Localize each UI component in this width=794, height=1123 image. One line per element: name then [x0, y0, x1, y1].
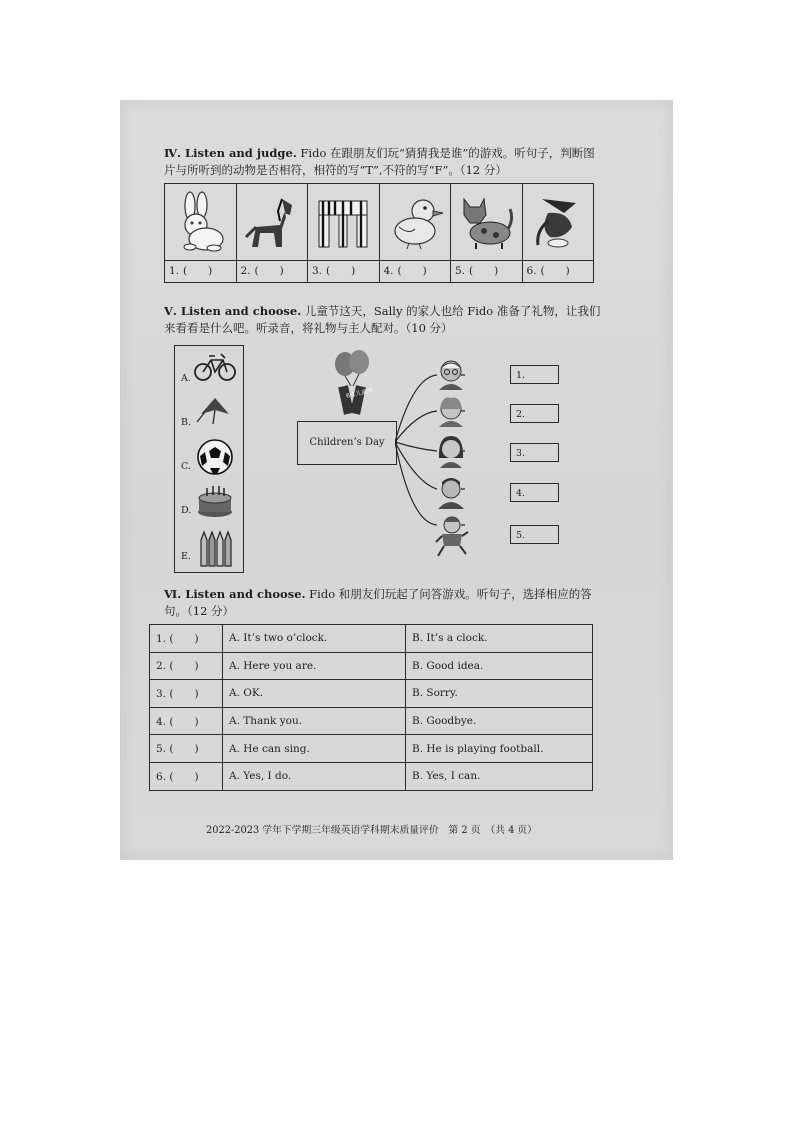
gift-list: [174, 345, 244, 573]
animal-cell-4: [380, 184, 452, 260]
horse-icon: [242, 191, 302, 253]
answer-slot[interactable]: 6. ( ): [150, 762, 223, 790]
zebra-icon: [313, 191, 373, 253]
option-a: A. Here you are.: [223, 652, 406, 680]
father-icon: [436, 475, 466, 509]
option-b: B. Yes, I can.: [406, 762, 593, 790]
gift-a: A.: [179, 348, 239, 388]
match-box-5[interactable]: 5.: [510, 525, 559, 544]
option-a: A. He can sing.: [223, 735, 406, 763]
answer-slot[interactable]: 2. ( ): [150, 652, 223, 680]
answer-cell-6[interactable]: 6. ( ): [526, 265, 570, 277]
duck-icon: [385, 191, 445, 253]
page-footer: 2022-2023 学年下学期三年级英语学科期末质量评价 第 2 页 （共 4 页）: [206, 825, 538, 836]
answer-cell-3[interactable]: 3. ( ): [308, 261, 380, 282]
childrens-day-box: Children’s Day: [297, 421, 397, 465]
match-box-4[interactable]: 4.: [510, 483, 559, 502]
grandpa-icon: [436, 358, 466, 390]
gift-b: B.: [179, 392, 239, 432]
table-row: [150, 735, 593, 763]
option-a: A. OK.: [223, 680, 406, 708]
table-row: [150, 707, 593, 735]
bird-icon: [528, 191, 588, 253]
mother-icon: [436, 434, 466, 468]
rabbit-icon: [170, 191, 230, 253]
answer-slot[interactable]: 3. ( ): [150, 680, 223, 708]
option-b: B. Goodbye.: [406, 707, 593, 735]
section-6-heading: Ⅵ. Listen and choose. Fido 和朋友们玩起了问答游戏。听句子，选择相应的答句。（12 分）: [164, 587, 592, 618]
option-a: A. It’s two o’clock.: [223, 625, 406, 653]
gift-e: E.: [179, 526, 239, 566]
gift-d: D.: [179, 480, 239, 520]
football-icon: [193, 438, 237, 476]
animal-cell-2: [237, 184, 309, 260]
animal-cell-5: [451, 184, 523, 260]
match-box-2[interactable]: 2.: [510, 404, 559, 423]
table-row: [150, 762, 593, 790]
gift-c: C.: [179, 436, 239, 476]
section-5-heading: Ⅴ. Listen and choose. 儿童节这天，Sally 的家人也给 Fido 准备了礼物，让我们来看看是什么吧。听录音，将礼物与主人配对。（10 分）: [164, 304, 601, 335]
option-b: B. Good idea.: [406, 652, 593, 680]
answer-cell-2[interactable]: 2. ( ): [237, 261, 309, 282]
answer-cell-5[interactable]: 5. ( ): [451, 261, 523, 282]
animal-cell-1: [165, 184, 237, 260]
answer-slot[interactable]: 1. ( ): [150, 625, 223, 653]
option-a: A. Thank you.: [223, 707, 406, 735]
option-a: A. Yes, I do.: [223, 762, 406, 790]
animal-grid: [164, 183, 594, 283]
answer-cell-1[interactable]: 1. ( ): [165, 261, 237, 282]
animal-cell-6: [523, 184, 594, 260]
qa-table: [149, 624, 593, 791]
option-b: B. Sorry.: [406, 680, 593, 708]
answer-slot[interactable]: 4. ( ): [150, 707, 223, 735]
section-4-heading: Ⅳ. Listen and judge. Fido 在跟朋友们玩“猜猜我是谁”的游戏。听句子，判断图片与所听到的动物是否相符，相符的写“T”,不符的写“F”。（12 分）: [164, 146, 595, 177]
sally-icon: [434, 514, 470, 558]
table-row: [150, 680, 593, 708]
animal-cell-3: [308, 184, 380, 260]
table-row: [150, 652, 593, 680]
table-row: [150, 625, 593, 653]
balloons-icon: [327, 350, 387, 420]
bicycle-icon: [193, 350, 237, 384]
option-b: B. It’s a clock.: [406, 625, 593, 653]
exam-page: [120, 100, 673, 860]
grandma-icon: [436, 395, 466, 427]
match-box-3[interactable]: 3.: [510, 443, 559, 462]
balloon-tag: 6·1儿童节: [345, 387, 374, 400]
kite-icon: [193, 394, 237, 428]
answer-slot[interactable]: 5. ( ): [150, 735, 223, 763]
match-box-1[interactable]: 1.: [510, 365, 559, 384]
option-b: B. He is playing football.: [406, 735, 593, 763]
answer-cell-4[interactable]: 4. ( ): [380, 261, 452, 282]
cat-icon: [456, 191, 516, 253]
cake-icon: [193, 482, 237, 520]
crayons-icon: [193, 528, 237, 568]
